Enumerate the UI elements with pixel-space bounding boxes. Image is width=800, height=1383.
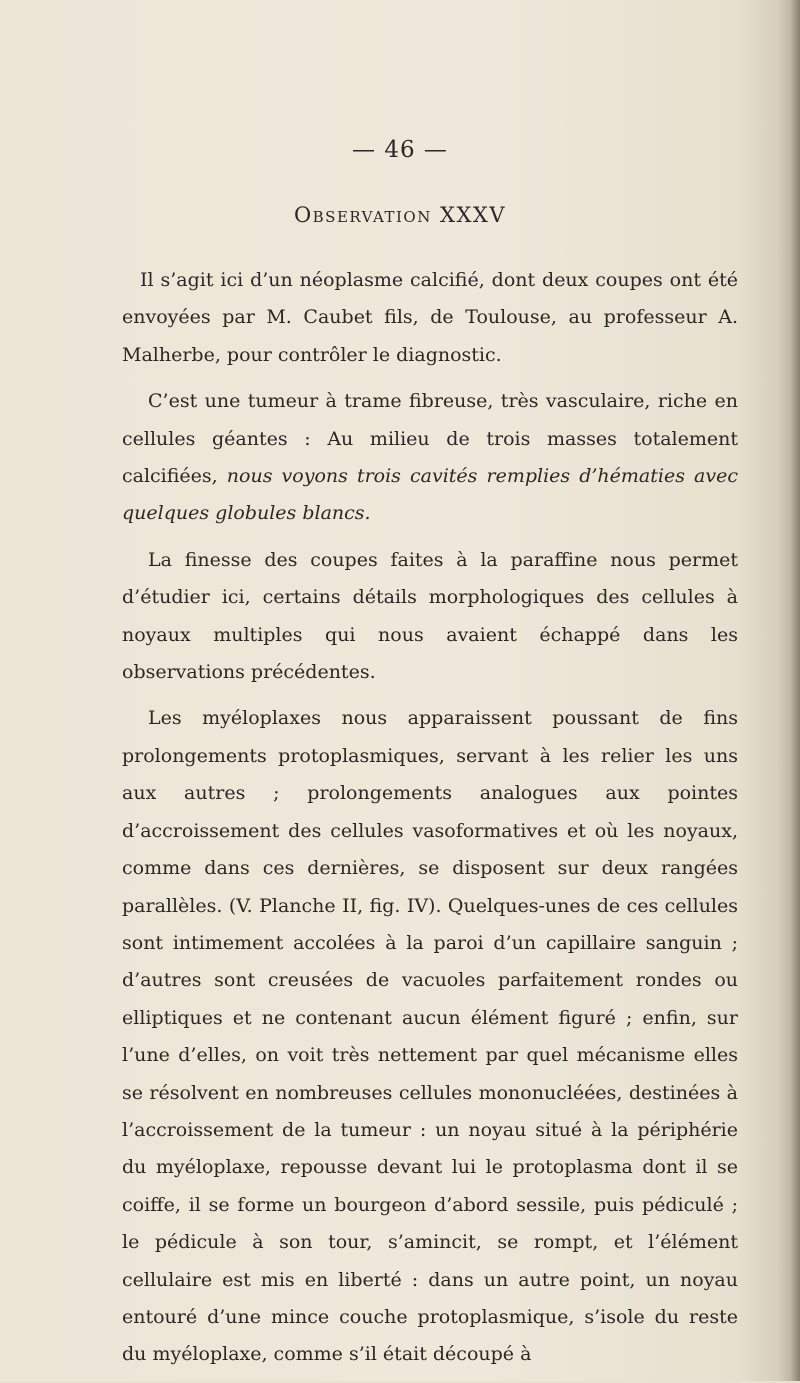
section-heading: Observation XXXV xyxy=(293,203,507,227)
paragraph-3: La finesse des coupes faites à la paraffine nous permet d’étudier ici, certains détails morphologiques des cellules à noyaux multiples qui nous avaient échappé dans les observations précédentes. xyxy=(122,548,738,684)
paragraph-1: Il s’agit ici d’un néoplasme calcifié, dont deux coupes ont été envoyées par M. Caubet fils, de Toulouse, au professeur A. Malherbe, pour contrôler le diagnostic. xyxy=(122,269,738,366)
paragraph-2 xyxy=(122,383,738,533)
paragraph-4: Les myéloplaxes nous apparaissent poussant de fins prolongements protoplasmiques, servant à les relier les uns aux autres ; prolongements analogues aux pointes d’accroissement des cellules vasoformatives et où les noyaux, comme dans ces dernières, se disposent sur deux rangées parallèles. (V. Planche II, fig. IV). Quelques-unes de ces cellules sont intimement accolées à la paroi d’un capillaire sanguin ; d’autres sont creusées de vacuoles parfaitement rondes ou elliptiques et ne contenant aucun élément figuré ; enfin, sur l’une d’elles, on voit très nettement par quel mécanisme elles se résolvent en nombreuses cellules mononucléées, destinées à l’accroissement de la tumeur : un noyau situé à la périphérie du myéloplaxe, repousse devant lui le protoplasma dont il se coiffe, il se forme un bourgeon d’abord sessile, puis pédiculé ; le pédicule à son tour, s’amincit, se rompt, et l’élément cellulaire est mis en liberté : dans un autre point, un noyau entouré d’une mince couche protoplasmique, s’isole du reste du myéloplaxe, comme s’il était découpé à xyxy=(122,707,738,1366)
paragraph-2-text: C’est une tumeur à trame fibreuse, très vasculaire, riche en cellules géantes : Au milieu de trois masses totalement calcifiées, xyxy=(122,390,738,488)
paragraph-2-italic: nous voyons trois cavités remplies d’hématies avec quelques globules blancs. xyxy=(122,465,738,525)
page-number: — 46 — xyxy=(352,137,448,163)
body-text xyxy=(122,262,738,1383)
